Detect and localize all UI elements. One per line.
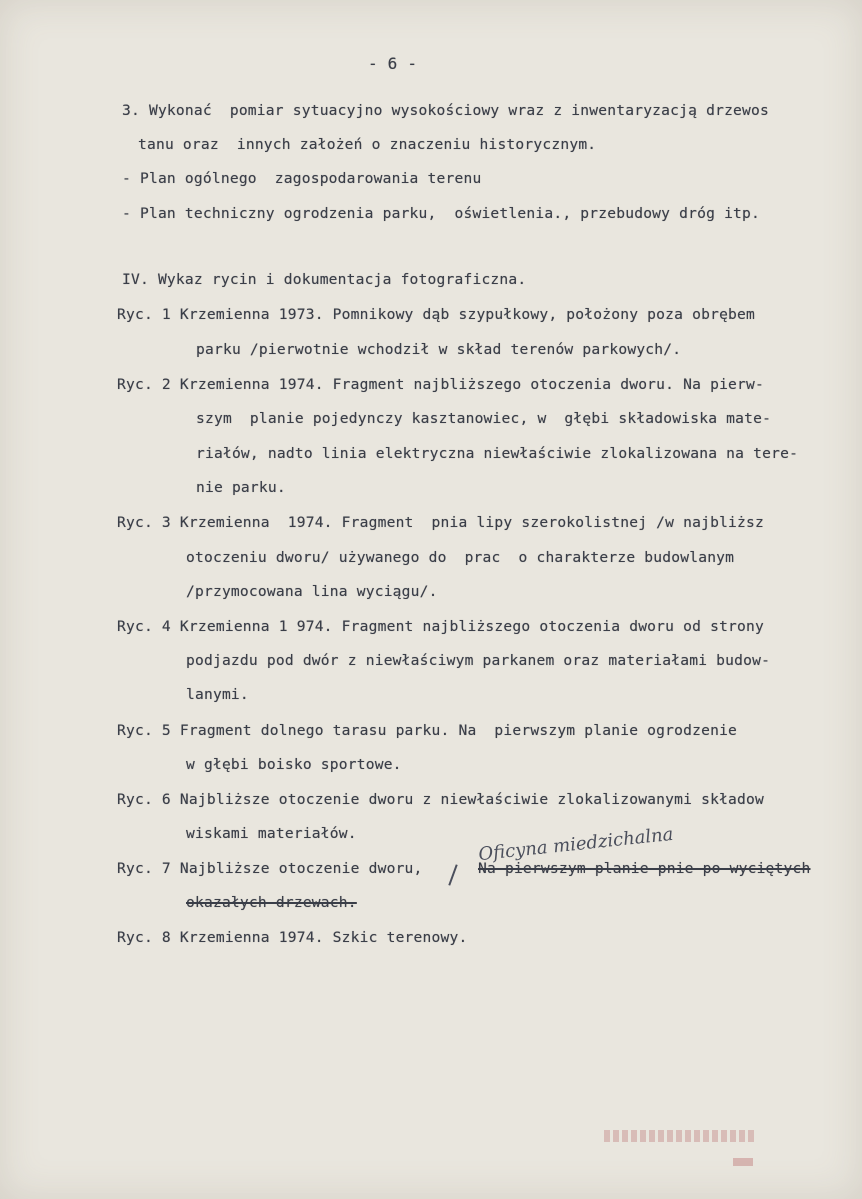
figure-entry-cont: podjazdu pod dwór z niewłaściwym parkanem oraz materiałami budow-: [186, 652, 771, 669]
figure-entry: Ryc. 6 Najbliższe otoczenie dworu z niewłaściwie zlokalizowanymi składow: [117, 791, 765, 808]
struck-text: okazałych drzewach.: [186, 894, 357, 911]
figure-entry-cont: lanymi.: [186, 686, 249, 703]
text-line: - Plan ogólnego zagospodarowania terenu: [122, 170, 482, 187]
figure-entry: Ryc. 8 Krzemienna 1974. Szkic terenowy.: [117, 929, 468, 946]
handwritten-note: Oficyna miedzichalna: [477, 823, 675, 866]
section-heading: IV. Wykaz rycin i dokumentacja fotograficzna.: [122, 271, 527, 288]
figure-entry: Ryc. 1 Krzemienna 1973. Pomnikowy dąb szypułkowy, położony poza obrębem: [117, 306, 756, 323]
figure-entry: Ryc. 4 Krzemienna 1 974. Fragment najbliższego otoczenia dworu od strony: [117, 618, 765, 635]
figure-entry-cont: w głębi boisko sportowe.: [186, 756, 402, 773]
page-number: - 6 -: [368, 54, 418, 73]
figure-entry: Ryc. 3 Krzemienna 1974. Fragment pnia lipy szerokolistnej /w najbliższ: [117, 514, 765, 531]
figure-entry-cont: szym planie pojedynczy kasztanowiec, w głębi składowiska mate-: [196, 410, 772, 427]
archive-stamp-mark: [733, 1158, 753, 1166]
figure-entry: Ryc. 5 Fragment dolnego tarasu parku. Na pierwszym planie ogrodzenie: [117, 722, 738, 739]
figure-entry: Ryc. 2 Krzemienna 1974. Fragment najbliższego otoczenia dworu. Na pierw-: [117, 376, 765, 393]
figure-entry: Ryc. 7 Najbliższe otoczenie dworu,: [117, 860, 423, 877]
figure-entry-cont: otoczeniu dworu/ używanego do prac o charakterze budowlanym: [186, 549, 735, 566]
text-line: 3. Wykonać pomiar sytuacyjno wysokościowy wraz z inwentaryzacją drzewos: [122, 102, 770, 119]
text-line: - Plan techniczny ogrodzenia parku, oświetlenia., przebudowy dróg itp.: [122, 205, 761, 222]
figure-entry-cont: /przymocowana lina wyciągu/.: [186, 583, 438, 600]
insertion-mark: [448, 864, 457, 885]
struck-text: Na pierwszym planie pnie po wyciętych: [478, 860, 811, 877]
figure-entry-cont: parku /pierwotnie wchodził w skład terenów parkowych/.: [196, 341, 682, 358]
archive-stamp: [604, 1130, 754, 1142]
figure-entry-cont: nie parku.: [196, 479, 286, 496]
figure-entry-cont: riałów, nadto linia elektryczna niewłaściwie zlokalizowana na tere-: [196, 445, 799, 462]
text-line: tanu oraz innych założeń o znaczeniu historycznym.: [138, 136, 597, 153]
figure-entry-cont: wiskami materiałów.: [186, 825, 357, 842]
